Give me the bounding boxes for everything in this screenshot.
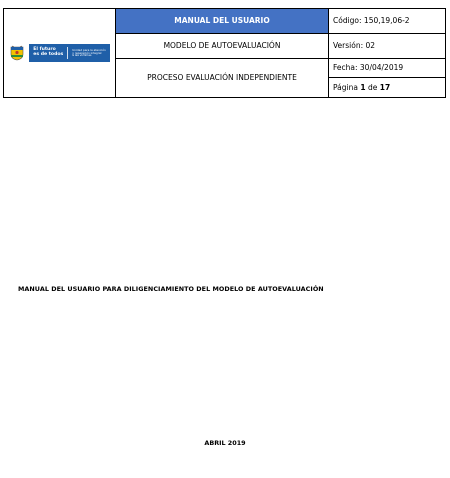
document-month-year: ABRIL 2019 [204,439,246,447]
document-code: Código: 150,19,06-2 [333,15,410,25]
coat-of-arms-icon [9,45,25,61]
manual-title-cell [116,9,329,34]
document-date: Fecha: 30/04/2019 [333,62,404,72]
model-title: MODELO DE AUTOEVALUACIÓN [163,40,281,50]
process-title: PROCESO EVALUACIÓN INDEPENDIENTE [147,72,297,82]
logo-separator [67,47,68,59]
logo-main-text: El futuro es de todos [33,47,64,57]
model-title-cell [116,33,329,58]
manual-title: MANUAL DEL USUARIO [174,15,270,25]
logo-sub-text: Unidad para la atención y reparación integral a las víctimas [72,47,106,58]
page-mid: de [365,82,380,92]
organization-logo [7,42,111,64]
logo-text-box [29,44,109,62]
page-total: 17 [379,82,391,92]
logo-cell [4,9,116,98]
page-number: 1 [360,82,366,92]
page-cell [329,78,446,98]
date-cell [329,58,446,78]
code-cell [329,9,446,34]
header-table [3,8,446,98]
document-title: MANUAL DEL USUARIO PARA DILIGENCIAMIENTO DEL MODELO DE AUTOEVALUACIÓN [18,285,324,293]
process-title-cell [116,58,329,97]
version-cell [329,33,446,58]
page-prefix: Página [333,82,361,92]
document-version: Versión: 02 [333,40,376,50]
